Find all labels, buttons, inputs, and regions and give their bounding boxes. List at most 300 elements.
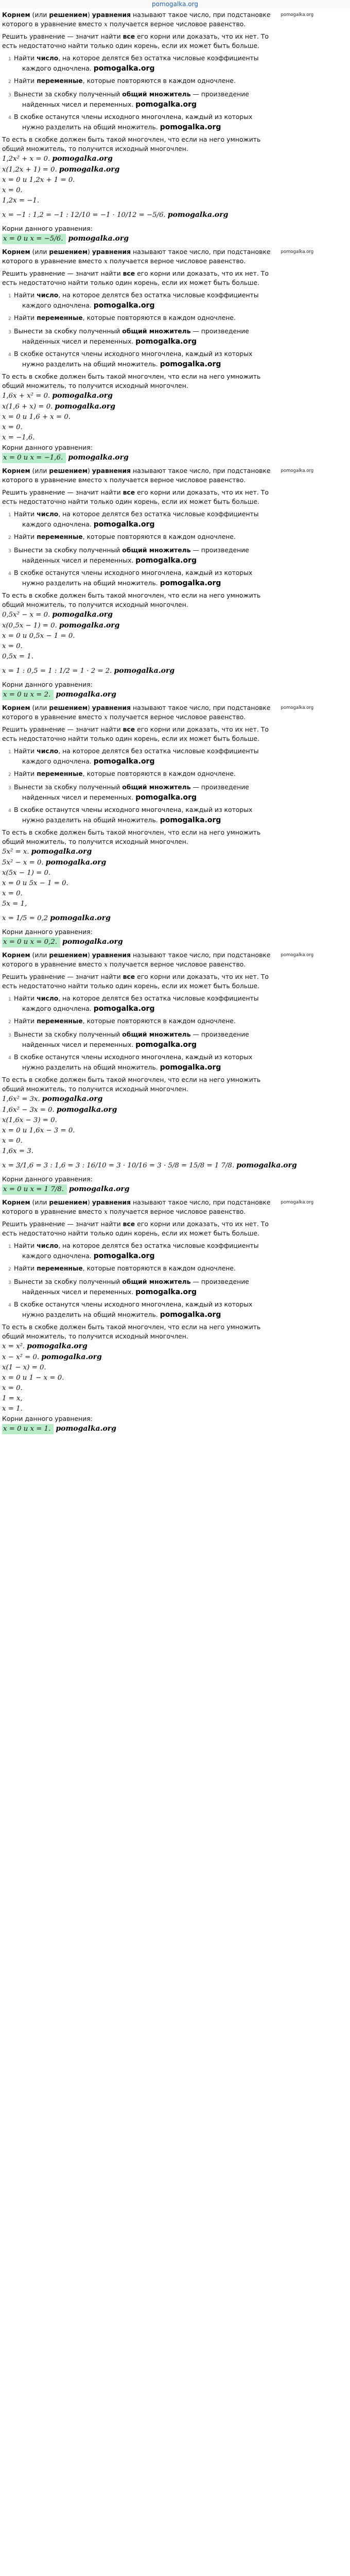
- step-item: [8, 1277, 350, 1287]
- step-text: — произведение: [190, 90, 249, 98]
- root-definition-line2: [0, 476, 350, 485]
- step-text: , которые повторяются в каждом одночлене.: [82, 1017, 236, 1025]
- root-rest: ): [87, 11, 92, 19]
- step-item-continued: [8, 793, 350, 802]
- answer-label-line: [0, 1175, 350, 1184]
- solve-all-term: все: [122, 32, 135, 40]
- step-text: нужно разделить на общий множитель.: [22, 579, 158, 587]
- watermark-text: pomogalka.org: [160, 816, 221, 824]
- definitions-block: [0, 466, 350, 506]
- definitions-block: [0, 951, 350, 991]
- step-term-common-factor: общий множитель: [122, 783, 191, 791]
- watermark-text: pomogalka.org: [160, 1063, 221, 1072]
- math-line: [0, 196, 350, 206]
- step-text: Найти: [14, 1264, 37, 1272]
- step-term-common-factor: общий множитель: [122, 90, 191, 98]
- step-text: В скобке останутся члены исходного многочлена, каждый из которых: [14, 350, 253, 358]
- solve-definition: [0, 32, 350, 41]
- check-note-line: [0, 1332, 350, 1341]
- root-definition: [0, 703, 350, 713]
- step-number: 1: [8, 57, 11, 62]
- step-term-variables: переменные: [37, 1017, 83, 1025]
- solution-term: решением: [49, 248, 87, 256]
- check-note-line: [0, 591, 350, 600]
- step-item-continued: [8, 1287, 350, 1297]
- watermark-text: pomogalka.org: [281, 953, 314, 958]
- check-note-line: [0, 1084, 350, 1094]
- watermark-text: pomogalka.org: [42, 1095, 103, 1103]
- solve-text: есть недостаточно найти только один корень, если их может быть больше.: [2, 42, 259, 49]
- root-definition-text: получается верное числовое равенство.: [107, 1208, 246, 1215]
- check-note: [0, 135, 350, 154]
- watermark-text: pomogalka.org: [27, 1342, 87, 1350]
- answer-label-line: [0, 224, 350, 233]
- math-line: [0, 154, 350, 164]
- solve-text: его корни или доказать, что их нет. То: [135, 1220, 269, 1228]
- math-line: [0, 1383, 350, 1394]
- math-expression: x = 1 : 0,5 = 1 : 1/2 = 1 · 2 = 2.: [2, 667, 112, 675]
- step-item: [8, 783, 350, 793]
- watermark-text: pomogalka.org: [45, 858, 107, 867]
- step-text: В скобке останутся члены исходного многочлена, каждый из которых: [14, 1053, 253, 1061]
- answer-line: [0, 1184, 350, 1195]
- step-item-continued: [8, 1004, 350, 1013]
- math-expression: x = 0 и 1,6 + x = 0.: [2, 413, 71, 421]
- step-number: 2: [8, 1267, 11, 1272]
- math-line: [0, 1157, 350, 1175]
- root-rest: ): [87, 467, 92, 474]
- solve-text: Решить уравнение — значит найти: [2, 973, 123, 980]
- step-number: 3: [8, 1033, 11, 1038]
- math-expression: x = 0.: [2, 642, 23, 650]
- check-note-line: [0, 372, 350, 381]
- step-item-continued: [8, 360, 350, 369]
- solve-text: его корни или доказать, что их нет. То: [135, 488, 269, 496]
- check-text: общий множитель, то получится исходный многочлен.: [2, 1332, 188, 1340]
- solution-term: решением: [49, 1198, 87, 1206]
- root-definition-text: называют такое число, при подстановке: [131, 11, 271, 19]
- step-text: , которые повторяются в каждом одночлене.: [82, 533, 236, 540]
- step-item: [8, 349, 350, 360]
- root-definition-text: получается верное числовое равенство.: [107, 257, 246, 265]
- solve-all-term: все: [122, 1220, 135, 1228]
- check-text: То есть в скобке должен быть такой многочлен, что если на него умножить: [2, 1076, 261, 1083]
- solution-term: решением: [49, 467, 87, 474]
- math-expression: 0,5x = 1.: [2, 653, 33, 660]
- step-text: Найти: [14, 994, 37, 1002]
- watermark-text: pomogalka.org: [135, 1041, 197, 1049]
- step-text: В скобке останутся члены исходного многочлена, каждый из которых: [14, 1300, 253, 1308]
- root-definition-text: называют такое число, при подстановке: [131, 467, 271, 474]
- solutions-page: [0, 10, 350, 1437]
- math-line: [0, 909, 350, 927]
- solve-definition-line2: [0, 41, 350, 50]
- definitions-block: [0, 1198, 350, 1238]
- step-item: [8, 805, 350, 816]
- step-item: [8, 510, 350, 520]
- answer-label: Корни данного уравнения:: [2, 225, 93, 232]
- answer-line: [0, 233, 350, 244]
- step-item: [8, 1053, 350, 1063]
- root-term: Корнем: [2, 951, 30, 959]
- check-text: То есть в скобке должен быть такой многочлен, что если на него умножить: [2, 591, 261, 599]
- math-expression: x = −1,6.: [2, 434, 35, 442]
- solve-text: есть недостаточно найти только один корень, если их может быть больше.: [2, 982, 259, 990]
- step-item: [8, 1300, 350, 1310]
- step-text: Найти: [14, 510, 37, 518]
- math-expression: x − x² = 0.: [2, 1353, 40, 1361]
- root-definition-text: которого в уравнение вместо: [2, 476, 102, 484]
- watermark-text: pomogalka.org: [135, 100, 197, 109]
- step-number: 2: [8, 535, 11, 540]
- watermark-text: pomogalka.org: [167, 211, 229, 219]
- root-definition-text: которого в уравнение вместо: [2, 960, 102, 968]
- math-line: [0, 631, 350, 641]
- step-term-common-factor: общий множитель: [122, 1278, 191, 1285]
- step-item: [8, 313, 350, 324]
- math-line: [0, 1094, 350, 1105]
- root-rest: ): [87, 951, 92, 959]
- step-text: , которые повторяются в каждом одночлене.: [82, 1264, 236, 1272]
- solution-2: [0, 247, 350, 466]
- solution-term: решением: [49, 704, 87, 711]
- step-number: 1: [8, 750, 11, 755]
- step-text: — произведение: [190, 783, 249, 791]
- root-definition-line2: [0, 257, 350, 266]
- math-expression: x(1,2x + 1) = 0.: [2, 166, 57, 174]
- check-note-line: [0, 837, 350, 846]
- check-note-line: [0, 144, 350, 154]
- solve-text: его корни или доказать, что их нет. То: [135, 725, 269, 733]
- step-item-continued: [8, 1040, 350, 1049]
- math-line: [0, 1373, 350, 1383]
- step-item: [8, 568, 350, 579]
- watermark-text: pomogalka.org: [281, 705, 314, 710]
- step-text: Найти: [14, 314, 37, 321]
- solve-text: Решить уравнение — значит найти: [2, 32, 123, 40]
- math-line: [0, 868, 350, 878]
- step-text: , на которое делятся без остатка числовые коэффициенты: [58, 510, 259, 518]
- solve-definition: [0, 1219, 350, 1229]
- math-expression: 1 = x,: [2, 1395, 23, 1402]
- math-expression: x = 1.: [2, 1405, 23, 1413]
- answer-highlight: [2, 937, 60, 947]
- step-item-continued: [8, 100, 350, 109]
- math-expression: x = 0 и 5x − 1 = 0.: [2, 879, 68, 887]
- solution-term: решением: [49, 951, 87, 959]
- math-expression: 1,6x² − 3x = 0.: [2, 1106, 55, 1114]
- step-term-number: число: [37, 54, 59, 62]
- step-text: Найти: [14, 747, 37, 755]
- math-expression: x = x².: [2, 1343, 25, 1350]
- step-number: 4: [8, 571, 11, 577]
- step-item-continued: [8, 556, 350, 565]
- math-line: [0, 1363, 350, 1373]
- check-note: [0, 591, 350, 609]
- root-definition-text: называют такое число, при подстановке: [131, 248, 271, 256]
- root-paren: (или: [30, 951, 49, 959]
- variable-x: x: [102, 1208, 108, 1215]
- math-expression: 1,6x + x² = 0.: [2, 392, 50, 400]
- root-term: Корнем: [2, 11, 30, 19]
- step-item: [8, 90, 350, 100]
- step-text: Найти: [14, 54, 37, 62]
- step-item: [8, 1030, 350, 1040]
- watermark-text: pomogalka.org: [41, 1353, 102, 1361]
- answer-label-line: [0, 443, 350, 452]
- answer-label: Корни данного уравнения:: [2, 681, 93, 688]
- math-expression: x = 0 и 1 − x = 0.: [2, 1374, 64, 1382]
- step-number: 3: [8, 786, 11, 791]
- step-text: нужно разделить на общий множитель.: [22, 1311, 158, 1318]
- root-rest: ): [87, 704, 92, 711]
- watermark-text: pomogalka.org: [281, 1200, 314, 1205]
- step-text: найденных чисел и переменных.: [22, 556, 134, 564]
- step-item-continued: [8, 64, 350, 73]
- step-item-continued: [8, 1251, 350, 1261]
- solve-text: Решить уравнение — значит найти: [2, 488, 123, 496]
- step-item: [8, 532, 350, 543]
- math-expression: 5x² = x.: [2, 848, 29, 856]
- math-expression: 5x² − x = 0.: [2, 859, 44, 867]
- math-expression: x = 0 и 1,6x − 3 = 0.: [2, 1127, 75, 1134]
- math-expression: x = 0.: [2, 1137, 23, 1145]
- math-expression: x = −1 : 1,2 = −1 : 12/10 = −1 · 10/12 = −5/6.: [2, 211, 166, 219]
- steps-list: [0, 291, 350, 372]
- watermark-text: pomogalka.org: [68, 234, 129, 243]
- answer-highlight: [2, 690, 54, 700]
- step-item: [8, 327, 350, 337]
- answer-label-line: [0, 1414, 350, 1423]
- solution-4: [0, 703, 350, 951]
- check-note-line: [0, 828, 350, 837]
- watermark-text: pomogalka.org: [281, 468, 314, 473]
- step-number: 4: [8, 808, 11, 814]
- math-line: [0, 185, 350, 196]
- watermark-text: pomogalka.org: [56, 1106, 117, 1114]
- math-expression: 1,2x = −1.: [2, 197, 40, 205]
- math-expression: x = 0 и 0,5x − 1 = 0.: [2, 632, 75, 640]
- step-item-continued: [8, 1310, 350, 1319]
- step-number: 2: [8, 79, 11, 84]
- watermark-text: pomogalka.org: [52, 611, 113, 619]
- math-expression: x(1 − x) = 0.: [2, 1364, 46, 1371]
- step-number: 4: [8, 352, 11, 358]
- watermark-text: pomogalka.org: [62, 938, 123, 946]
- root-term: Корнем: [2, 704, 30, 711]
- check-note-line: [0, 600, 350, 609]
- solve-text: есть недостаточно найти только один корень, если их может быть больше.: [2, 279, 259, 286]
- solve-text: есть недостаточно найти только один корень, если их может быть больше.: [2, 1229, 259, 1237]
- answer-value: x = 0 и x = 1 7/8.: [3, 1185, 64, 1193]
- step-term-number: число: [37, 994, 59, 1002]
- step-text: Найти: [14, 77, 37, 84]
- root-term: Корнем: [2, 248, 30, 256]
- solve-definition-line2: [0, 981, 350, 991]
- step-item-continued: [8, 301, 350, 310]
- equation-term: уравнения: [92, 11, 131, 19]
- step-text: — произведение: [190, 546, 249, 554]
- step-text: , на которое делятся без остатка числовые коэффициенты: [58, 291, 259, 299]
- math-line: [0, 899, 350, 909]
- solution-5: [0, 951, 350, 1198]
- definitions-block: [0, 703, 350, 743]
- solve-definition-line2: [0, 278, 350, 287]
- root-rest: ): [87, 1198, 92, 1206]
- watermark-text: pomogalka.org: [56, 1425, 116, 1433]
- step-text: каждого одночлена.: [22, 520, 92, 528]
- step-number: 3: [8, 1280, 11, 1285]
- root-definition-text: получается верное числовое равенство.: [107, 960, 246, 968]
- site-link[interactable]: pomogalka.org: [152, 1, 198, 8]
- answer-value: x = 0 и x = −1,6.: [3, 454, 63, 462]
- step-number: 1: [8, 294, 11, 299]
- variable-x: x: [102, 960, 108, 968]
- solution-6: [0, 1198, 350, 1437]
- math-expression: 1,2x² + x = 0.: [2, 155, 50, 163]
- watermark-text: pomogalka.org: [135, 337, 197, 346]
- root-definition-text: которого в уравнение вместо: [2, 20, 102, 28]
- step-text: Вынести за скобку полученный: [14, 1030, 122, 1038]
- step-text: , на которое делятся без остатка числовые коэффициенты: [58, 54, 259, 62]
- math-expression: x = 0 и 1,2x + 1 = 0.: [2, 176, 75, 184]
- solve-text: Решить уравнение — значит найти: [2, 725, 123, 733]
- step-text: В скобке останутся члены исходного многочлена, каждый из которых: [14, 806, 253, 814]
- steps-list: [0, 1241, 350, 1323]
- solve-definition-line2: [0, 497, 350, 506]
- step-item-continued: [8, 520, 350, 529]
- step-text: Найти: [14, 770, 37, 777]
- solve-text: Решить уравнение — значит найти: [2, 1220, 123, 1228]
- check-text: общий множитель, то получится исходный многочлен.: [2, 382, 188, 389]
- variable-x: x: [102, 713, 108, 721]
- root-definition: [0, 247, 350, 257]
- root-definition: [0, 1198, 350, 1207]
- math-line: [0, 1115, 350, 1126]
- solve-text: его корни или доказать, что их нет. То: [135, 32, 269, 40]
- step-text: найденных чисел и переменных.: [22, 100, 134, 108]
- check-text: общий множитель, то получится исходный многочлен.: [2, 838, 188, 845]
- math-line: [0, 878, 350, 889]
- math-line: [0, 1136, 350, 1146]
- solve-all-term: все: [122, 488, 135, 496]
- watermark-text: pomogalka.org: [160, 1311, 221, 1319]
- watermark-text: pomogalka.org: [281, 12, 314, 18]
- solve-text: его корни или доказать, что их нет. То: [135, 973, 269, 980]
- step-text: Найти: [14, 291, 37, 299]
- root-definition-text: называют такое число, при подстановке: [131, 951, 271, 959]
- math-line: [0, 846, 350, 857]
- step-term-variables: переменные: [37, 1264, 83, 1272]
- check-note-line: [0, 1323, 350, 1332]
- step-text: Найти: [14, 1242, 37, 1249]
- step-item-continued: [8, 337, 350, 346]
- math-line: [0, 391, 350, 401]
- step-item: [8, 769, 350, 779]
- math-line: [0, 609, 350, 620]
- math-line: [0, 175, 350, 185]
- step-number: 4: [8, 1303, 11, 1308]
- step-number: 1: [8, 1244, 11, 1249]
- step-text: Вынести за скобку полученный: [14, 546, 122, 554]
- watermark-text: pomogalka.org: [68, 453, 129, 462]
- step-text: нужно разделить на общий множитель.: [22, 360, 158, 368]
- root-paren: (или: [30, 248, 49, 256]
- step-text: каждого одночлена.: [22, 64, 92, 72]
- step-text: нужно разделить на общий множитель.: [22, 1063, 158, 1071]
- step-item: [8, 1016, 350, 1027]
- root-definition: [0, 951, 350, 960]
- check-text: общий множитель, то получится исходный многочлен.: [2, 145, 188, 152]
- root-rest: ): [87, 248, 92, 256]
- solve-text: его корни или доказать, что их нет. То: [135, 269, 269, 277]
- watermark-text: pomogalka.org: [281, 249, 314, 255]
- step-item: [8, 546, 350, 556]
- root-paren: (или: [30, 11, 49, 19]
- watermark-text: pomogalka.org: [56, 690, 116, 699]
- step-text: найденных чисел и переменных.: [22, 793, 134, 801]
- steps-list: [0, 994, 350, 1075]
- watermark-text: pomogalka.org: [93, 1252, 155, 1260]
- step-term-common-factor: общий множитель: [122, 546, 191, 554]
- step-text: , которые повторяются в каждом одночлене.: [82, 314, 236, 321]
- check-text: То есть в скобке должен быть такой многочлен, что если на него умножить: [2, 828, 261, 836]
- step-text: Вынести за скобку полученный: [14, 90, 122, 98]
- step-number: 3: [8, 330, 11, 335]
- steps-list: [0, 747, 350, 828]
- step-item-continued: [8, 757, 350, 766]
- watermark-text: pomogalka.org: [160, 579, 221, 587]
- watermark-text: pomogalka.org: [59, 621, 120, 630]
- check-text: общий множитель, то получится исходный многочлен.: [2, 601, 188, 608]
- check-note: [0, 1323, 350, 1341]
- watermark-text: pomogalka.org: [50, 914, 111, 922]
- step-text: найденных чисел и переменных.: [22, 1041, 134, 1048]
- check-text: То есть в скобке должен быть такой многочлен, что если на него умножить: [2, 372, 261, 380]
- watermark-text: pomogalka.org: [52, 155, 113, 163]
- answer-label: Корни данного уравнения:: [2, 928, 93, 936]
- root-term: Корнем: [2, 467, 30, 474]
- root-paren: (или: [30, 467, 49, 474]
- step-term-variables: переменные: [37, 533, 83, 540]
- variable-x: x: [102, 476, 108, 484]
- math-expression: x = 3/1,6 = 3 : 1,6 = 3 : 16/10 = 3 · 10/16 = 3 · 5/8 = 15/8 = 1 7/8.: [2, 1162, 235, 1170]
- answer-line: [0, 452, 350, 463]
- definitions-block: [0, 247, 350, 287]
- math-expression: x = 1/5 = 0,2: [2, 914, 48, 922]
- math-line: [0, 641, 350, 652]
- check-text: То есть в скобке должен быть такой многочлен, что если на него умножить: [2, 1323, 261, 1331]
- check-note: [0, 372, 350, 391]
- steps-list: [0, 510, 350, 591]
- watermark-text: pomogalka.org: [52, 392, 113, 400]
- step-text: , на которое делятся без остатка числовые коэффициенты: [58, 747, 259, 755]
- root-definition-text: которого в уравнение вместо: [2, 713, 102, 721]
- math-expression: 0,5x² − x = 0.: [2, 611, 50, 619]
- step-item: [8, 76, 350, 87]
- step-item-continued: [8, 816, 350, 825]
- math-expression: x = 0.: [2, 187, 23, 194]
- step-number: 3: [8, 549, 11, 554]
- math-line: [0, 620, 350, 631]
- root-definition: [0, 466, 350, 476]
- step-item-continued: [8, 579, 350, 588]
- solve-definition: [0, 725, 350, 734]
- root-definition-text: называют такое число, при подстановке: [131, 1198, 271, 1206]
- step-text: , которые повторяются в каждом одночлене.: [82, 77, 236, 84]
- math-expression: 1,6x = 3.: [2, 1147, 33, 1155]
- root-paren: (или: [30, 704, 49, 711]
